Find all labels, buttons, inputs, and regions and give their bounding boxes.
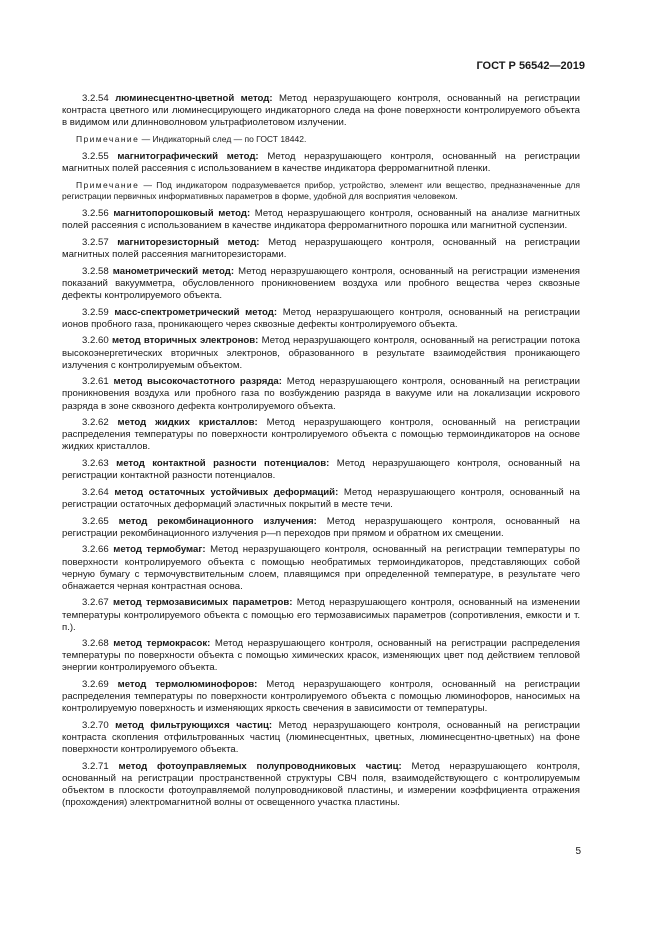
document-body xyxy=(62,93,580,814)
term-entry xyxy=(62,597,580,633)
entry-term: метод фильтрующихся частиц: xyxy=(115,720,273,732)
term-entry xyxy=(62,151,580,175)
term-entry xyxy=(62,376,580,412)
entry-term: метод рекомбинационного излучения: xyxy=(118,515,317,527)
entry-definition: Метод неразрушающего контроля, основанный на изменении температуры контролируемого объекта с помощью его термозависимых параметров (сопротивления, емкости и т. п.). xyxy=(62,597,580,633)
entry-number: 3.2.65 xyxy=(82,515,109,527)
entry-number: 3.2.61 xyxy=(82,376,109,388)
term-entry xyxy=(62,307,580,331)
entry-term: метод термолюминофоров: xyxy=(117,679,258,691)
entry-definition: Метод неразрушающего контроля, основанный на регистрации ионов пробного газа, проникающего через сквозные дефекты контролируемого объекта. xyxy=(62,306,580,330)
term-entry xyxy=(62,720,580,756)
entry-number: 3.2.69 xyxy=(82,679,109,691)
page-number: 5 xyxy=(575,846,581,857)
entry-number: 3.2.68 xyxy=(82,638,109,650)
entry-definition: Метод неразрушающего контроля, основанный на регистрации пространственной структуры СВЧ поля, взаимодействующего с контролируемым объектом в плоскости фотоуправляемой полупроводниковой пластины, и измерении коэффициента отражения (прохождения) электромагнитной волны от освещенного участка пластины. xyxy=(62,760,581,809)
entry-term: магниторезисторный метод: xyxy=(117,237,260,249)
entry-definition: Метод неразрушающего контроля, основанный на регистрации распределения температуры по поверхности контролируемого объекта с помощью термоиндикаторов на основе жидких кристаллов. xyxy=(62,417,580,453)
entry-definition: Метод неразрушающего контроля, основанный на регистрации магнитных полей рассеяния магниторезисторами. xyxy=(62,237,580,261)
note-label: Примечание xyxy=(76,133,140,144)
entry-number: 3.2.56 xyxy=(82,208,109,220)
entry-term: манометрический метод: xyxy=(112,265,235,277)
entry-definition: Метод неразрушающего контроля, основанный на регистрации распределения температуры по поверхности контролируемого объекта с помощью люминофоров, наносимых на контролируемую поверхность и изменяющих яркость свечения в зависимости от температуры. xyxy=(62,679,580,715)
term-entry xyxy=(62,638,580,674)
entry-number: 3.2.64 xyxy=(82,486,109,498)
entry-term: метод термокрасок: xyxy=(113,638,211,650)
entry-definition: Метод неразрушающего контроля, основанный на регистрации изменения показаний вакуумметра, обусловленного проникновением воздуха или пробного вещества через сквозные дефекты контролируемого объекта. xyxy=(62,265,580,302)
entry-definition: Метод неразрушающего контроля, основанный на регистрации магнитных полей рассеяния с использованием в качестве индикатора ферромагнитной пленки. xyxy=(62,151,580,175)
entry-term: магнитопорошковый метод: xyxy=(113,208,251,220)
term-entry xyxy=(62,208,580,232)
entry-term: магнитографический метод: xyxy=(117,151,259,163)
term-entry xyxy=(62,458,580,482)
entry-number: 3.2.60 xyxy=(82,335,109,347)
term-entry xyxy=(62,237,580,261)
entry-term: метод жидких кристаллов: xyxy=(117,417,258,429)
term-entry xyxy=(62,93,580,129)
entry-number: 3.2.67 xyxy=(82,597,109,609)
note-text: — Индикаторный след — по ГОСТ 18442. xyxy=(141,133,307,144)
entry-definition: Метод неразрушающего контроля, основанный на регистрации рекомбинационного излучения p—n переходов при прямом и обратном их смещении. xyxy=(62,515,580,539)
entry-number: 3.2.54 xyxy=(82,93,109,104)
entry-term: масс-спектрометрический метод: xyxy=(114,306,278,318)
term-entry xyxy=(62,487,580,511)
entry-number: 3.2.57 xyxy=(82,237,109,249)
entry-definition: Метод неразрушающего контроля, основанный на регистрации контраста цветного или люминесцирующего индикаторного следа на фоне поверхности контролируемого объекта в видимом или длинноволновом ультрафиолетовом излучении. xyxy=(62,93,581,129)
entry-number: 3.2.63 xyxy=(82,458,109,470)
standard-header: ГОСТ Р 56542—2019 xyxy=(476,60,585,72)
entry-term: метод термозависимых параметров: xyxy=(112,597,293,609)
entry-definition: Метод неразрушающего контроля, основанный на регистрации проникновения воздуха или пробного газа по возбуждению разряда в вакууме или на локализации искрового разряда в зоне сквозного дефекта контролируемого объекта. xyxy=(62,376,580,412)
entry-definition: Метод неразрушающего контроля, основанный на регистрации потока высокоэнергетических вторичных электронов, образованного в результате взаимодействия проникающего излучения с контролируемым объектом. xyxy=(62,335,581,371)
entry-number: 3.2.66 xyxy=(82,544,109,556)
entry-term: метод контактной разности потенциалов: xyxy=(116,458,330,470)
entry-number: 3.2.58 xyxy=(82,265,109,277)
term-entry xyxy=(62,417,580,453)
term-entry xyxy=(62,516,580,540)
entry-number: 3.2.71 xyxy=(82,760,109,772)
note-text: — Под индикатором подразумевается прибор, устройство, элемент или вещество, предназначенные для регистрации первичных информативных параметров в форме, удобной для восприятия человеком. xyxy=(62,179,580,202)
term-entry xyxy=(62,266,580,302)
entry-term: метод фотоуправляемых полупроводниковых частиц: xyxy=(118,760,402,772)
entry-number: 3.2.62 xyxy=(82,417,109,429)
entry-definition: Метод неразрушающего контроля, основанный на регистрации распределения температуры по поверхности объекта с помощью химических красок, изменяющих цвет под действием тепловой энергии контролируемого объекта. xyxy=(62,638,580,674)
term-entry xyxy=(62,679,580,715)
entry-definition: Метод неразрушающего контроля, основанный на регистрации контраста скопления отфильтрованных частиц (люминесцентных, цветных, люминесцентно-цветных) на фоне поверхности контролируемого объекта. xyxy=(62,720,581,756)
entry-number: 3.2.70 xyxy=(82,720,109,732)
entry-term: люминесцентно-цветной метод: xyxy=(115,93,273,104)
entry-term: метод вторичных электронов: xyxy=(111,335,259,347)
note xyxy=(62,134,580,145)
note-label: Примечание xyxy=(76,179,140,190)
note xyxy=(62,180,580,202)
entry-number: 3.2.55 xyxy=(82,151,109,163)
entry-number: 3.2.59 xyxy=(82,306,109,318)
term-entry xyxy=(62,761,580,809)
entry-definition: Метод неразрушающего контроля, основанный на регистрации контактной разности потенциалов. xyxy=(62,458,580,482)
entry-term: метод остаточных устойчивых деформаций: xyxy=(114,486,339,498)
entry-definition: Метод неразрушающего контроля, основанный на анализе магнитных полей рассеяния с использованием в качестве индикатора ферромагнитного порошка или магнитной суспензии. xyxy=(62,208,581,232)
entry-term: метод термобумаг: xyxy=(113,544,206,556)
entry-definition: Метод неразрушающего контроля, основанный на регистрации температуры по поверхности контролируемого объекта с помощью необратимых термоиндикаторов, представляющих собой черную бумагу с термочувствительным слоем, плавящимся при определенной температуре, в результате чего обнажается черная контрастная основа. xyxy=(62,544,581,592)
entry-definition: Метод неразрушающего контроля, основанный на регистрации остаточных деформаций эластичных покрытий в месте течи. xyxy=(62,486,580,510)
term-entry xyxy=(62,544,580,592)
entry-term: метод высокочастотного разряда: xyxy=(113,376,282,388)
term-entry xyxy=(62,335,580,371)
